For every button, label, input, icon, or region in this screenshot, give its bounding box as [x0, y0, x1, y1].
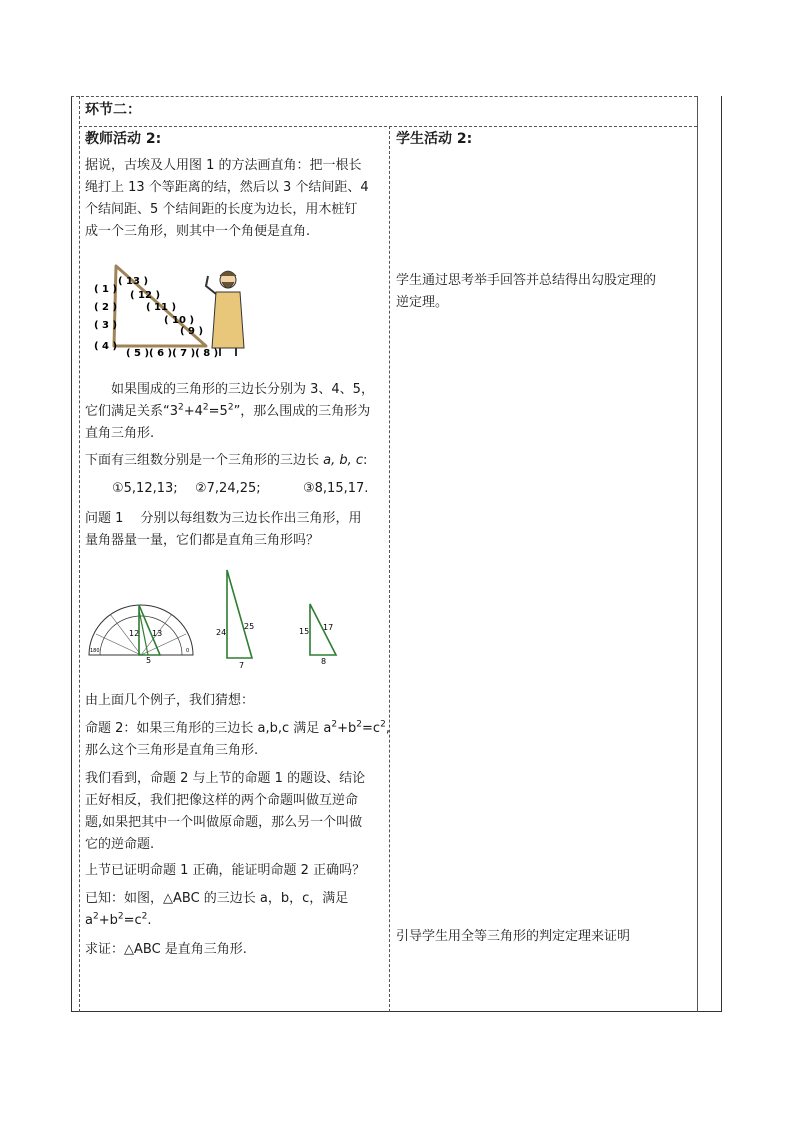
given-statement — [85, 888, 348, 932]
legend-paragraph — [85, 155, 369, 243]
section-title: 环节二： — [85, 102, 141, 118]
triple-line-1: 如果围成的三角形的三边长分别为 3、4、5， — [111, 382, 374, 397]
pythagorean-triple-paragraph — [85, 379, 374, 445]
tri2-label-24: 24 — [216, 628, 227, 637]
group-2: ②7,24,25; — [195, 481, 261, 496]
tri2-label-25: 25 — [244, 622, 255, 631]
protractor-label-12: 12 — [129, 629, 140, 638]
triangle-7-24-25-shape — [227, 570, 255, 658]
converse-line-3: 题,如果把其中一个叫做原命题，那么另一个叫做 — [85, 815, 363, 830]
knot-label-9: ( 9 ) — [180, 326, 204, 337]
student-note-1-line-1: 学生通过思考举手回答并总结得出勾股定理的 — [396, 273, 657, 288]
tri3-label-15: 15 — [299, 627, 310, 636]
three-groups-intro: 下面有三组数分别是一个三角形的三边长 a, b, c: — [85, 453, 368, 468]
guess-line: 由上面几个例子，我们猜想： — [85, 693, 255, 708]
knot-label-2: ( 2 ) — [94, 302, 118, 313]
question-1-line-2: 量角器量一量，它们都是直角三角形吗？ — [85, 533, 320, 548]
column-divider — [389, 126, 390, 1012]
given-line-1: 已知：如图，△ABC 的三边长 a，b，c，满足 — [85, 891, 349, 906]
student-note-1-line-2: 逆定理。 — [396, 295, 449, 310]
legend-line-2: 绳打上 13 个等距离的结，然后以 3 个结间距、4 — [85, 180, 369, 195]
protractor-scale-0: 0 — [186, 648, 190, 654]
legend-line-3: 个结间距、5 个结间距的长度为边长，用木桩钉 — [85, 202, 358, 217]
egyptian-rope-figure — [88, 262, 258, 362]
protractor-label-13: 13 — [152, 629, 163, 638]
prove-statement: 求证：△ABC 是直角三角形. — [85, 942, 247, 957]
tri3-label-17: 17 — [323, 623, 334, 632]
protractor-arc — [89, 605, 193, 655]
given-line-2: $a^2+b^2=c^2$. — [85, 911, 152, 928]
converse-line-2: 正好相反，我们把像这样的两个命题叫做互逆命 — [85, 793, 359, 808]
protractor-label-5: 5 — [146, 656, 152, 664]
protractor-figure — [86, 602, 196, 664]
group-3: ③8,15,17. — [303, 481, 369, 496]
knot-label-10: ( 10 ) — [164, 315, 195, 326]
header-top-border — [71, 96, 697, 97]
legend-line-1: 据说，古埃及人用图 1 的方法画直角：把一根长 — [85, 158, 362, 173]
header-bottom-border — [79, 126, 697, 127]
triple-line-2: 它们满足关系“$3^2+4^2=5^2$”，那么围成的三角形为 — [85, 402, 371, 419]
inner-left-border — [79, 96, 80, 1012]
converse-line-1: 我们看到，命题 2 与上节的命题 1 的题设、结论 — [85, 771, 366, 786]
proposition-2-line-2: 那么这个三角形是直角三角形. — [85, 743, 259, 758]
knot-label-bottom: ( 5 )( 6 )( 7 )( 8 ) — [126, 348, 219, 359]
student-heading: 学生活动 2: — [396, 131, 473, 147]
person-illustration — [206, 271, 244, 356]
triangle-7-24-25 — [212, 565, 262, 671]
converse-line-4: 它的逆命题. — [85, 837, 155, 852]
inner-right-border — [697, 96, 698, 1012]
teacher-heading: 教师活动 2: — [85, 131, 162, 147]
proposition-2 — [85, 718, 390, 762]
tri2-label-7: 7 — [239, 661, 245, 670]
question-1-line-1: 问题 1 分别以每组数为三边长作出三角形，用 — [85, 511, 362, 526]
group-1: ①5,12,13; — [112, 481, 178, 496]
student-note-1 — [396, 270, 656, 314]
triple-line-3: 直角三角形. — [85, 426, 155, 441]
legend-line-4: 成一个三角形，则其中一个角便是直角. — [85, 224, 311, 239]
converse-paragraph — [85, 768, 365, 856]
knot-label-12: ( 12 ) — [130, 290, 161, 301]
knot-label-4: ( 4 ) — [94, 341, 118, 352]
knot-label-3: ( 3 ) — [94, 320, 118, 331]
prove-question: 上节已证明命题 1 正确，能证明命题 2 正确吗？ — [85, 863, 366, 878]
proposition-2-line-1: 命题 2：如果三角形的三边长 a,b,c 满足 $a^2+b^2=c^2$, — [85, 719, 390, 736]
knot-label-1: ( 1 ) — [94, 284, 118, 295]
question-1 — [85, 508, 362, 552]
tri3-label-8: 8 — [321, 657, 327, 666]
knot-label-11: ( 11 ) — [146, 302, 177, 313]
triangle-8-15-17 — [296, 598, 342, 668]
knot-label-13: ( 13 ) — [118, 276, 149, 287]
protractor-scale-180: 180 — [90, 648, 100, 654]
student-note-2: 引导学生用全等三角形的判定定理来证明 — [396, 929, 631, 944]
